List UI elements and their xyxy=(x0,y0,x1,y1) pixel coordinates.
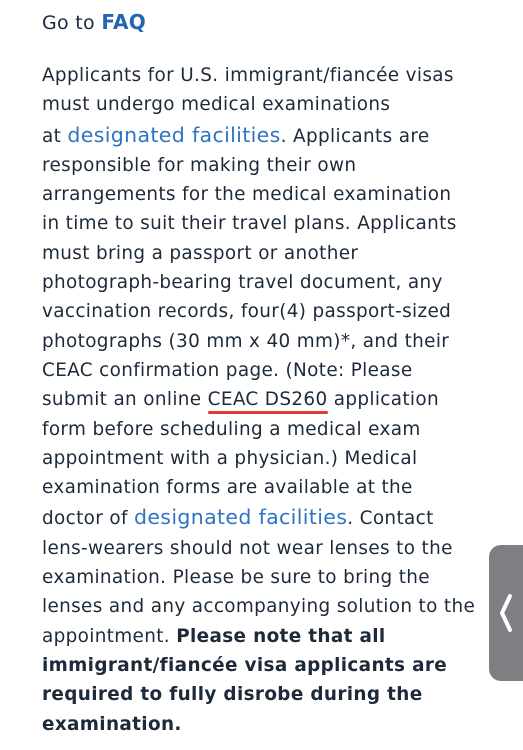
text-line: lenses and any accompanying solution to the xyxy=(42,596,476,618)
text-line xyxy=(42,385,487,414)
text-fragment: . Applicants are xyxy=(280,125,430,147)
text-line: must bring a passport or another xyxy=(42,242,359,264)
text-line: examination forms are available at the xyxy=(42,477,413,499)
bold-notice: required to fully disrobe during the xyxy=(42,684,423,706)
text-line: in time to suit their travel plans. Applicants xyxy=(42,213,457,235)
text-line: appointment with a physician.) Medical xyxy=(42,447,418,469)
text-line xyxy=(42,710,487,739)
text-fragment: appointment. xyxy=(42,625,177,647)
text-line: lens-wearers should not wear lenses to the xyxy=(42,537,453,559)
text-line xyxy=(42,622,487,651)
text-line: vaccination records, four(4) passport-sized xyxy=(42,301,452,323)
side-panel-toggle-button[interactable] xyxy=(489,545,523,681)
text-fragment: . Contact xyxy=(347,508,434,530)
bold-notice: immigrant/fiancée visa applicants are xyxy=(42,654,448,676)
text-fragment: doctor of xyxy=(42,508,134,530)
faq-link[interactable]: FAQ xyxy=(101,10,147,34)
chevron-left-icon xyxy=(497,593,515,633)
text-line: examination. Please be sure to bring the xyxy=(42,567,430,589)
text-line xyxy=(42,651,487,680)
text-line: photograph-bearing travel document, any xyxy=(42,272,443,294)
text-line: must undergo medical examinations xyxy=(42,94,391,116)
goto-faq-line xyxy=(42,9,146,36)
text-line: photographs (30 mm x 40 mm)*, and their xyxy=(42,330,450,352)
medical-exam-paragraph xyxy=(42,61,487,739)
text-line: form before scheduling a medical exam xyxy=(42,418,421,440)
text-fragment: application xyxy=(327,389,439,411)
text-fragment: submit an online xyxy=(42,389,208,411)
red-underline xyxy=(208,411,328,414)
text-line: responsible for making their own xyxy=(42,154,357,176)
goto-prefix: Go to xyxy=(42,12,95,34)
bold-notice: Please note that all xyxy=(176,625,386,647)
text-line xyxy=(42,680,487,709)
ceac-ds260-link[interactable] xyxy=(208,389,328,410)
bold-notice: examination. xyxy=(42,713,182,735)
text-line xyxy=(42,503,487,533)
text-fragment: at xyxy=(42,125,68,147)
designated-facilities-link[interactable]: designated facilities xyxy=(67,122,281,147)
designated-facilities-link[interactable]: designated facilities xyxy=(133,505,348,530)
text-line xyxy=(42,121,487,151)
text-line: CEAC confirmation page. (Note: Please xyxy=(42,359,413,381)
ceac-link-label: CEAC DS260 xyxy=(207,389,328,411)
text-line: Applicants for U.S. immigrant/fiancée visas xyxy=(42,65,454,86)
scrollbar[interactable] xyxy=(516,40,520,360)
text-line: arrangements for the medical examination xyxy=(42,184,452,206)
